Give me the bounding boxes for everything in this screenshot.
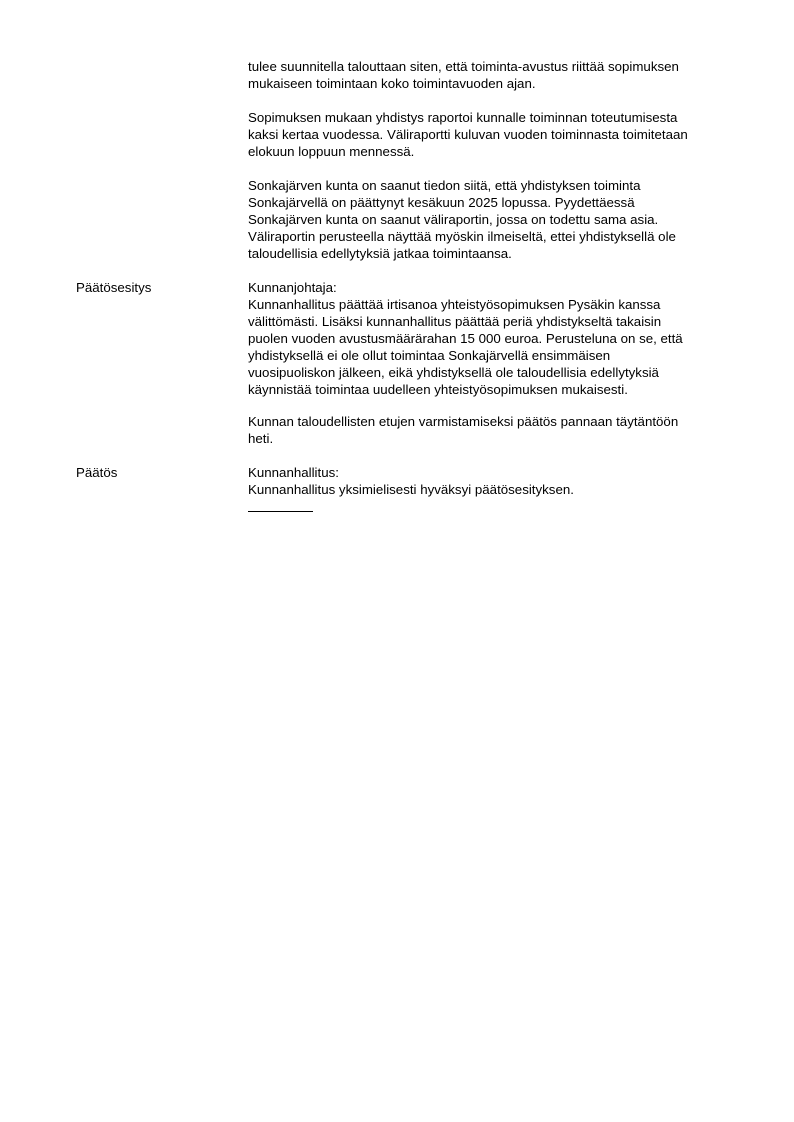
intro-reporting-text: Sopimuksen mukaan yhdistys raportoi kunnalle toiminnan toteutumisesta kaksi kertaa vuodessa. Väliraportti kuluvan vuoden toiminnasta toimitetaan elokuun loppuun mennessä. — [248, 110, 688, 159]
intro-continuation-text: tulee suunnitella talouttaan siten, että toiminta-avustus riittää sopimuksen mukaiseen toimintaan koko toimintavuoden ajan. — [248, 59, 679, 91]
proposal-enforcement-text: Kunnan taloudellisten etujen varmistamiseksi päätös pannaan täytäntöön heti. — [248, 414, 679, 446]
intro-continuation — [248, 58, 738, 92]
proposal-text: Kunnanhallitus päättää irtisanoa yhteistyösopimuksen Pysäkin kanssa välittömästi. Lisäksi kunnanhallitus päättää periä yhdistykseltä takaisin puolen vuoden avustusmäärärahan 15 000 euroa. Perusteluna on se, että yhdistyksellä ei ole ollut toimintaa Sonkajärvellä ensimmäisen vuosipuoliskon jälkeen, eikä yhdistyksellä ole taloudellisia edellytyksiä käynnistää toimintaa uudelleen yhteistyösopimuksen mukaisesti. — [248, 297, 683, 397]
decision-label: Päätös — [76, 465, 118, 480]
intro-reporting — [248, 109, 738, 160]
intro-status-text: Sonkajärven kunta on saanut tiedon siitä, että yhdistyksen toiminta Sonkajärvellä on päättynyt kesäkuun 2025 lopussa. Pyydettäessä Sonkajärven kunta on saanut väliraportin, jossa on todettu sama asia. Väliraportin perusteella näyttää myöskin ilmeiseltä, ettei yhdistyksellä ole taloudellisia edellytyksiä jatkaa toimintaansa. — [248, 178, 676, 261]
proposal-section — [248, 279, 738, 398]
decision-text: Kunnanhallitus yksimielisesti hyväksyi päätösesityksen. — [248, 482, 574, 497]
proposal-presenter: Kunnanjohtaja: — [248, 280, 337, 295]
intro-status — [248, 177, 738, 262]
closing-rule — [248, 511, 313, 512]
proposal-enforcement — [248, 413, 738, 447]
decision-section — [248, 464, 738, 498]
proposal-label: Päätösesitys — [76, 280, 152, 295]
decision-body: Kunnanhallitus: — [248, 465, 339, 480]
